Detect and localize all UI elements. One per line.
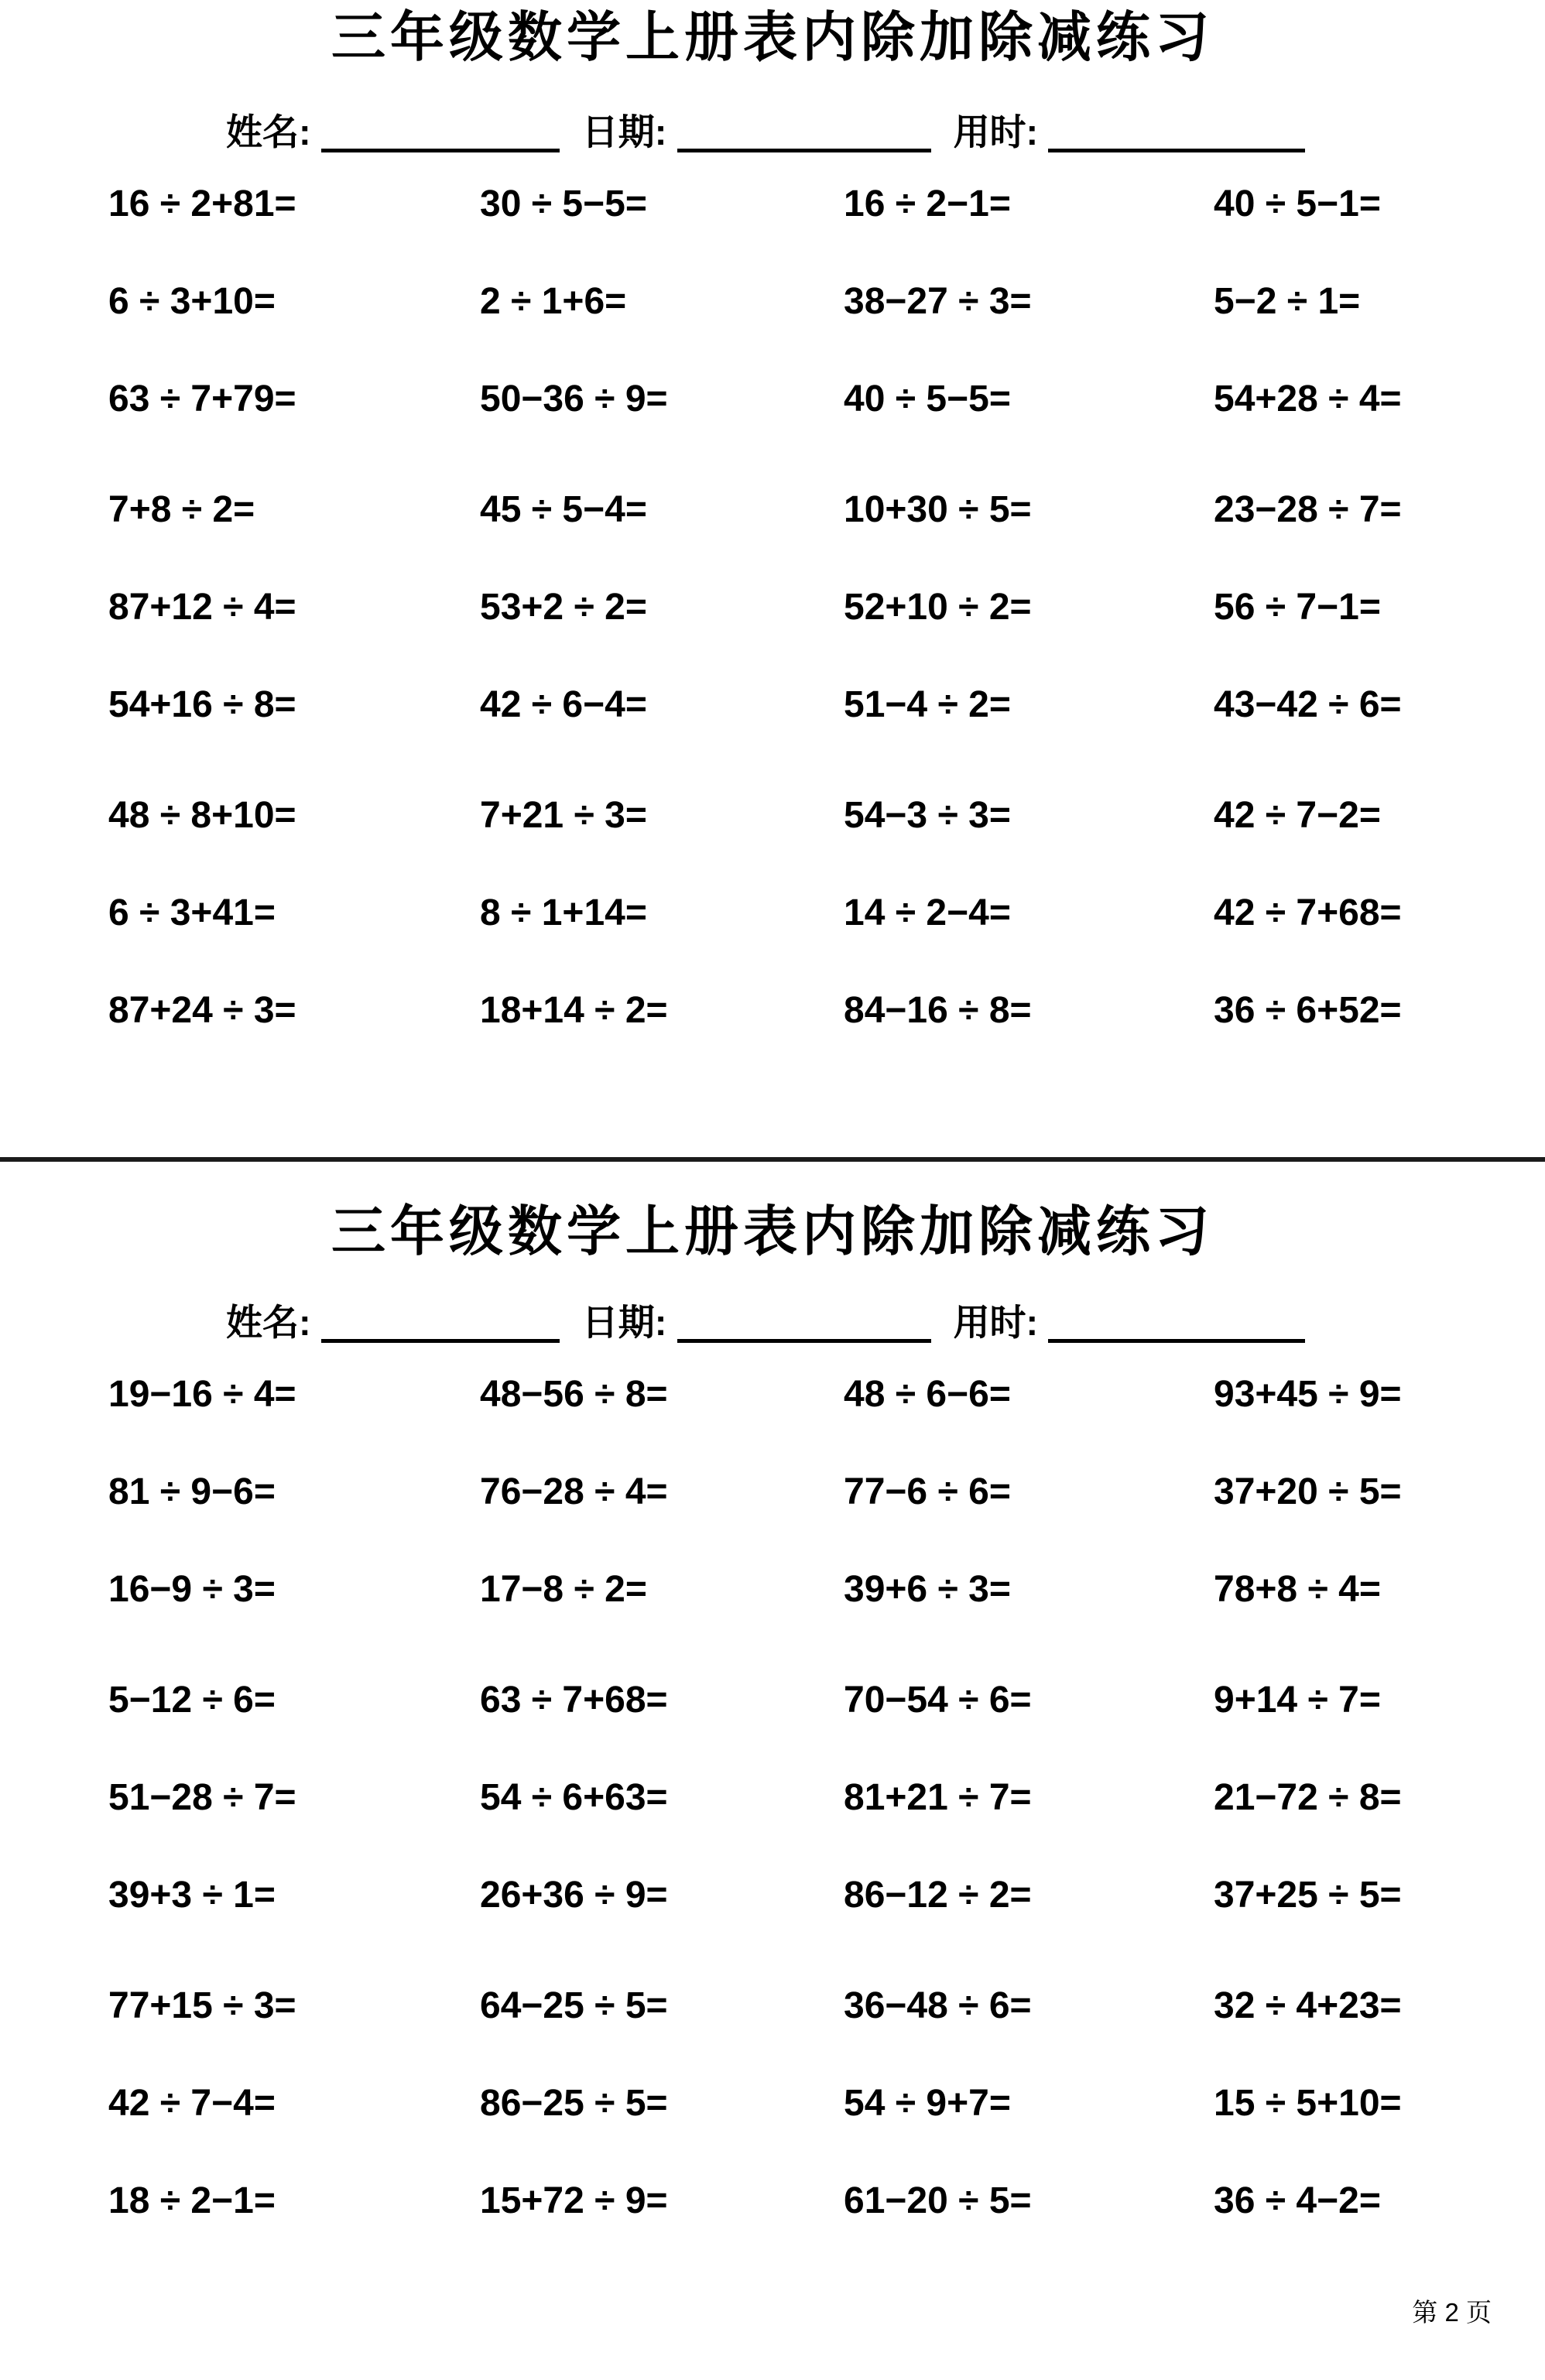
problem-cell: 45 ÷ 5−4= [480,488,647,530]
problem-row [108,350,1545,447]
problem-row [108,1443,1545,1540]
problem-cell: 43−42 ÷ 6= [1214,683,1402,725]
time-label: 用时: [953,111,1039,152]
problem-cell: 18+14 ÷ 2= [480,989,668,1031]
problem-cell: 40 ÷ 5−5= [844,378,1011,419]
problem-cell: 16 ÷ 2−1= [844,183,1011,224]
problem-cell: 36 ÷ 4−2= [1214,2180,1381,2221]
problem-cell: 36−48 ÷ 6= [844,1984,1032,2026]
problem-cell: 48 ÷ 6−6= [844,1373,1011,1415]
name-label: 姓名: [226,1302,311,1343]
problem-cell: 86−25 ÷ 5= [480,2082,668,2124]
problem-row [108,2152,1545,2249]
problem-cell: 7+8 ÷ 2= [108,488,255,530]
problem-grid [108,155,1545,1059]
problem-row [108,252,1545,350]
problem-cell: 52+10 ÷ 2= [844,586,1032,628]
problem-cell: 63 ÷ 7+68= [480,1679,668,1721]
date-label: 日期: [581,111,667,152]
problem-cell: 23−28 ÷ 7= [1214,488,1402,530]
problem-cell: 70−54 ÷ 6= [844,1679,1032,1721]
date-blank [677,121,931,152]
problem-cell: 30 ÷ 5−5= [480,183,647,224]
problem-cell: 61−20 ÷ 5= [844,2180,1032,2221]
problem-cell: 64−25 ÷ 5= [480,1984,668,2026]
problem-cell: 51−28 ÷ 7= [108,1776,296,1818]
problem-row [108,2054,1545,2152]
problem-cell: 10+30 ÷ 5= [844,488,1032,530]
problem-cell: 36 ÷ 6+52= [1214,989,1402,1031]
problem-cell: 48−56 ÷ 8= [480,1373,668,1415]
page-title: 三年级数学上册表内除加除减练习 [331,7,1214,67]
problem-row [108,656,1545,753]
problem-cell: 93+45 ÷ 9= [1214,1373,1402,1415]
problem-cell: 6 ÷ 3+10= [108,280,276,322]
problem-cell: 2 ÷ 1+6= [480,280,627,322]
problem-cell: 18 ÷ 2−1= [108,2180,276,2221]
problem-row [108,1651,1545,1748]
problem-cell: 63 ÷ 7+79= [108,378,296,419]
time-blank [1048,1311,1305,1343]
problem-cell: 5−12 ÷ 6= [108,1679,276,1721]
problem-cell: 42 ÷ 6−4= [480,683,647,725]
problem-cell: 16 ÷ 2+81= [108,183,296,224]
problem-cell: 39+3 ÷ 1= [108,1874,276,1916]
problem-cell: 56 ÷ 7−1= [1214,586,1381,628]
problem-cell: 48 ÷ 8+10= [108,794,296,836]
problem-cell: 86−12 ÷ 2= [844,1874,1032,1916]
problem-cell: 54 ÷ 9+7= [844,2082,1011,2124]
time-label: 用时: [953,1302,1039,1343]
problem-cell: 54−3 ÷ 3= [844,794,1011,836]
problem-row [108,1957,1545,2054]
name-label: 姓名: [226,111,311,152]
problem-cell: 14 ÷ 2−4= [844,892,1011,933]
problem-cell: 38−27 ÷ 3= [844,280,1032,322]
problem-cell: 5−2 ÷ 1= [1214,280,1361,322]
problem-cell: 51−4 ÷ 2= [844,683,1011,725]
page-number: 第 2 页 [1412,2298,1492,2327]
problem-cell: 16−9 ÷ 3= [108,1568,276,1610]
problem-cell: 50−36 ÷ 9= [480,378,668,419]
problem-row [108,1748,1545,1846]
problem-cell: 32 ÷ 4+23= [1214,1984,1402,2026]
problem-grid [108,1345,1545,2249]
problem-cell: 81+21 ÷ 7= [844,1776,1032,1818]
problem-cell: 6 ÷ 3+41= [108,892,276,933]
problem-cell: 84−16 ÷ 8= [844,989,1032,1031]
problem-cell: 78+8 ÷ 4= [1214,1568,1381,1610]
problem-cell: 37+20 ÷ 5= [1214,1471,1402,1512]
problem-row [108,961,1545,1059]
problem-cell: 15 ÷ 5+10= [1214,2082,1402,2124]
problem-cell: 17−8 ÷ 2= [480,1568,647,1610]
problem-cell: 77−6 ÷ 6= [844,1471,1011,1512]
name-blank [321,121,560,152]
problem-cell: 19−16 ÷ 4= [108,1373,296,1415]
date-blank [677,1311,931,1343]
date-label: 日期: [581,1302,667,1343]
problem-cell: 76−28 ÷ 4= [480,1471,668,1512]
problem-cell: 54+16 ÷ 8= [108,683,296,725]
problem-cell: 9+14 ÷ 7= [1214,1679,1381,1721]
meta-line [226,110,1545,155]
problem-cell: 26+36 ÷ 9= [480,1874,668,1916]
problem-row [108,558,1545,656]
problem-cell: 42 ÷ 7+68= [1214,892,1402,933]
name-blank [321,1311,560,1343]
problem-cell: 42 ÷ 7−2= [1214,794,1381,836]
problem-cell: 87+24 ÷ 3= [108,989,296,1031]
problem-row [108,766,1545,864]
problem-row [108,1846,1545,1943]
problem-row [108,1345,1545,1443]
problem-cell: 8 ÷ 1+14= [480,892,647,933]
problem-cell: 21−72 ÷ 8= [1214,1776,1402,1818]
problem-cell: 81 ÷ 9−6= [108,1471,276,1512]
problem-cell: 7+21 ÷ 3= [480,794,647,836]
problem-cell: 54 ÷ 6+63= [480,1776,668,1818]
problem-row [108,461,1545,558]
problem-cell: 15+72 ÷ 9= [480,2180,668,2221]
problem-cell: 77+15 ÷ 3= [108,1984,296,2026]
page-2 [0,1162,1545,2249]
problem-cell: 39+6 ÷ 3= [844,1568,1011,1610]
meta-line [226,1300,1545,1345]
problem-cell: 53+2 ÷ 2= [480,586,647,628]
problem-row [108,1540,1545,1638]
problem-cell: 40 ÷ 5−1= [1214,183,1381,224]
page-1 [0,0,1545,1059]
problem-cell: 42 ÷ 7−4= [108,2082,276,2124]
problem-cell: 37+25 ÷ 5= [1214,1874,1402,1916]
time-blank [1048,121,1305,152]
problem-cell: 87+12 ÷ 4= [108,586,296,628]
problem-row [108,864,1545,961]
problem-cell: 54+28 ÷ 4= [1214,378,1402,419]
page-title: 三年级数学上册表内除加除减练习 [331,1201,1214,1262]
problem-row [108,155,1545,252]
